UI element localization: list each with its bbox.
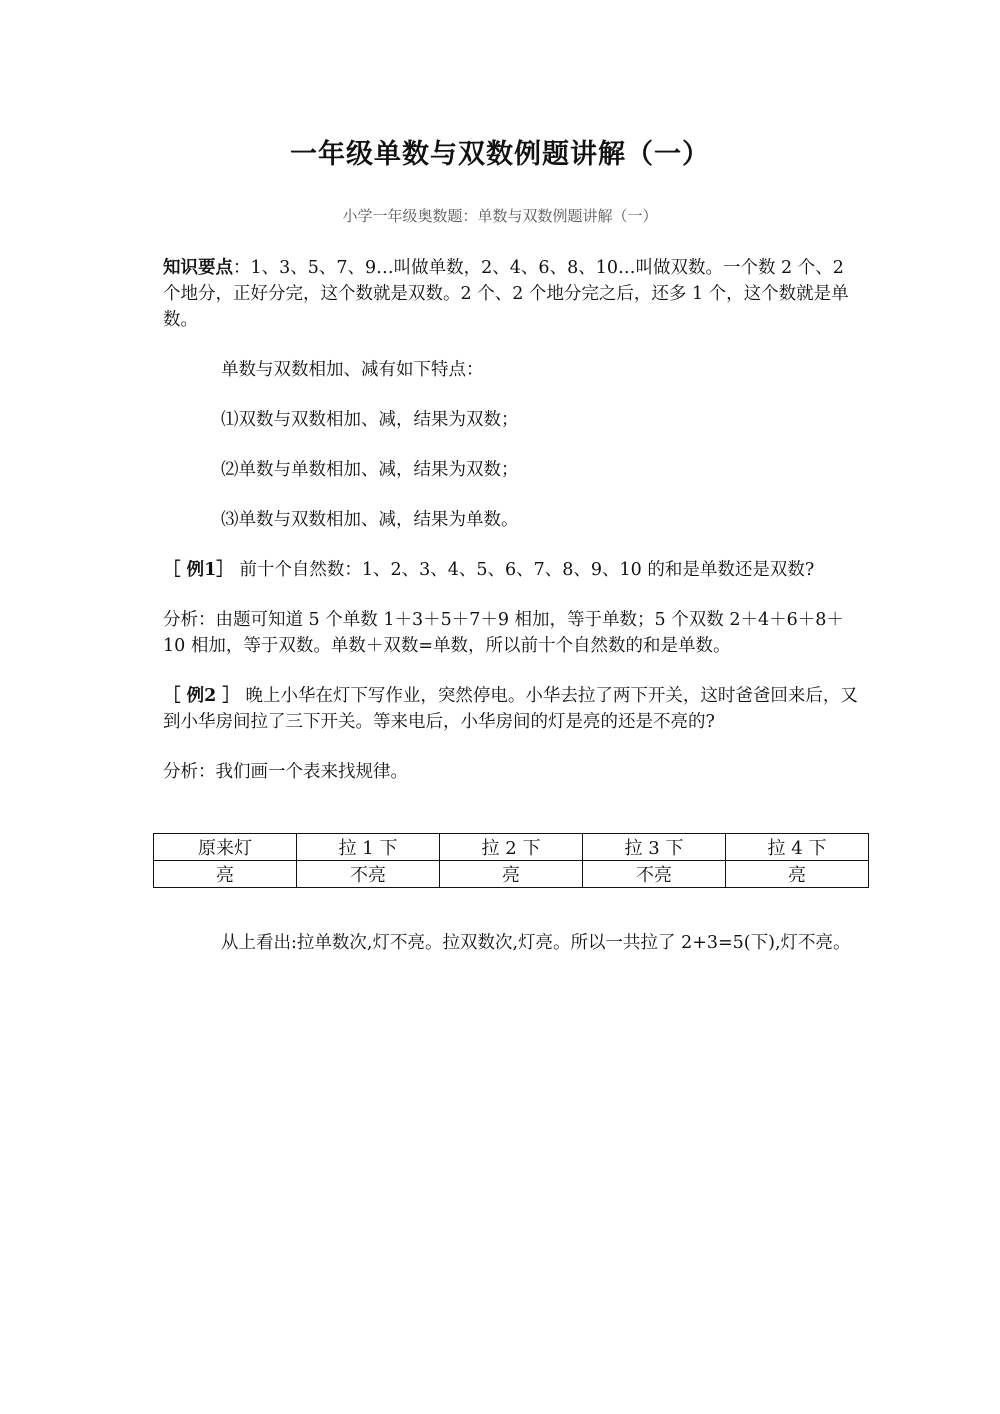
rule-item: ⑵单数与单数相加、减，结果为双数；: [221, 460, 519, 480]
table-row: [154, 834, 869, 861]
rule-item: ⑶单数与双数相加、减，结果为单数。: [221, 510, 519, 530]
example2-label: ［ 例2 ］: [163, 686, 240, 706]
example1-analysis: 分析：由题可知道 5 个单数 1＋3＋5＋7＋9 相加，等于单数；5 个双数 2＋4＋6＋8＋10 相加，等于双数。单数＋双数=单数，所以前十个自然数的和是单数。: [163, 610, 844, 656]
conclusion-paragraph: 从上看出:拉单数次,灯不亮。拉双数次,灯亮。所以一共拉了 2+3=5(下),灯不亮。: [221, 932, 851, 953]
page-title: 一年级单数与双数例题讲解（一）: [290, 139, 710, 170]
knowledge-paragraph: [163, 255, 863, 333]
table-cell: 不亮: [297, 861, 440, 888]
knowledge-text: ：1、3、5、7、9…叫做单数，2、4、6、8、10…叫做双数。一个数 2 个、2 个地分，正好分完，这个数就是双数。2 个、2 个地分完之后，还多 1 个，这个数就是单数。: [163, 258, 849, 330]
table-header-cell: 原来灯: [154, 834, 297, 861]
table-header-cell: 拉 4 下: [726, 834, 869, 861]
rules-block: [163, 357, 863, 533]
table-cell: 亮: [440, 861, 583, 888]
main-content: [163, 255, 863, 809]
example2-question: [163, 683, 863, 735]
example1-label: ［ 例1］: [163, 560, 234, 580]
example1-question: [163, 557, 863, 583]
table-header-cell: 拉 2 下: [440, 834, 583, 861]
rule-item: ⑴双数与双数相加、减，结果为双数；: [221, 410, 519, 430]
knowledge-label: 知识要点: [163, 258, 233, 278]
light-table-wrapper: [153, 833, 869, 888]
table-cell: 亮: [154, 861, 297, 888]
example2-text: 晚上小华在灯下写作业，突然停电。小华去拉了两下开关，这时爸爸回来后，又到小华房间拉了三下开关。等来电后，小华房间的灯是亮的还是不亮的?: [163, 686, 858, 732]
table-row: [154, 861, 869, 888]
table-header-cell: 拉 1 下: [297, 834, 440, 861]
example2-analysis: 分析：我们画一个表来找规律。: [163, 762, 408, 782]
light-table: [153, 833, 869, 888]
example1-text: 前十个自然数：1、2、3、4、5、6、7、8、9、10 的和是单数还是双数?: [233, 560, 815, 580]
table-cell: 不亮: [583, 861, 726, 888]
page-subtitle: 小学一年级奥数题：单数与双数例题讲解（一）: [342, 207, 658, 225]
rules-intro: 单数与双数相加、减有如下特点：: [221, 360, 484, 380]
table-cell: 亮: [726, 861, 869, 888]
table-header-cell: 拉 3 下: [583, 834, 726, 861]
